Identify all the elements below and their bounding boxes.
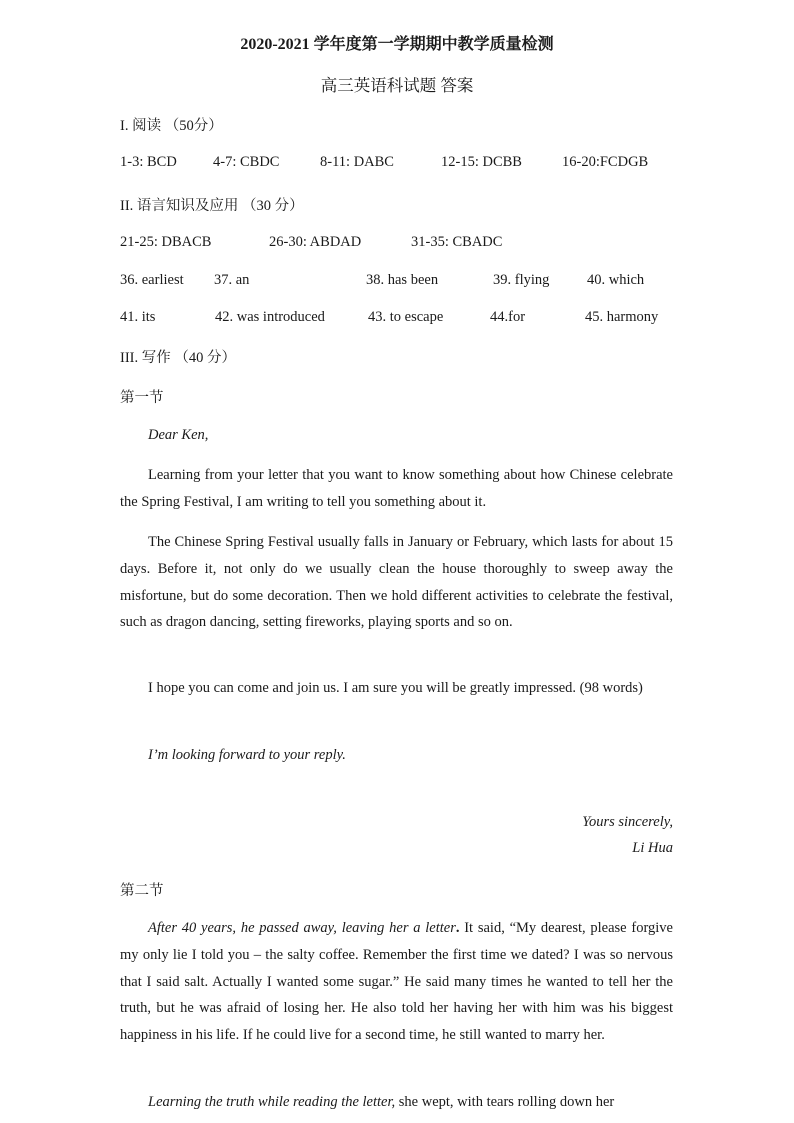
writing-part2-heading: 第二节: [120, 883, 164, 899]
answer-item: 1-3: BCD: [120, 154, 177, 170]
story-text: It said, “My dearest, please forgive my only lie I told you – the salty coffee. Remember the first time we dated? I was so nervous that I said salt. Actually I wanted some sugar.” He said many times he wanted to tell her the truth, but he was afraid of losing her. He also told her having her with him was his biggest happiness in his life. If he could live for a second time, he still wanted to marry her.: [120, 920, 673, 1044]
answer-item: 26-30: ABDAD: [269, 234, 362, 250]
letter-paragraph-2: The Chinese Spring Festival usually falls in January or February, which lasts for about 15 days. Before it, not only do we usually clean the house thoroughly to sweep away the misfortune, but do some decoration. Then we hold different activities to celebrate the festival, such as dragon dancing, setting fireworks, playing sports and so on.: [120, 534, 673, 631]
answer-item: 12-15: DCBB: [441, 154, 522, 170]
page-title: 2020-2021 学年度第一学期期中教学质量检测: [240, 36, 554, 53]
letter-greeting: Dear Ken,: [148, 427, 209, 443]
letter-paragraph-1: Learning from your letter that you want to know something about how Chinese celebrate the Spring Festival, I am writing to tell you something about it.: [120, 467, 673, 510]
answer-item: 40. which: [587, 272, 645, 288]
answer-item: 4-7: CBDC: [213, 154, 280, 170]
page-subtitle: 高三英语科试题 答案: [320, 76, 474, 95]
writing-part1-heading: 第一节: [120, 390, 164, 406]
reading-answers-row: [0, 154, 794, 174]
answer-item: 31-35: CBADC: [411, 234, 503, 250]
answer-item: 8-11: DABC: [320, 154, 394, 170]
answer-item: 36. earliest: [120, 272, 184, 288]
answer-item: 38. has been: [366, 272, 439, 288]
answer-item: 16-20:FCDGB: [562, 154, 649, 170]
fill-answers-row-1: [0, 272, 794, 292]
story-text: she wept, with tears rolling down her: [395, 1094, 615, 1110]
letter-signature: Li Hua: [632, 840, 673, 856]
story-lead-period: .: [455, 920, 460, 936]
letter-closing-line: I’m looking forward to your reply.: [148, 747, 346, 763]
section-reading-heading: I. 阅读 （50分）: [120, 118, 223, 134]
answer-item: 42. was introduced: [215, 309, 325, 325]
answer-item: 41. its: [120, 309, 156, 325]
language-answers-row: [0, 234, 794, 254]
story-paragraph-1: [120, 915, 673, 1049]
story-lead-phrase: Learning the truth while reading the letter,: [148, 1094, 396, 1110]
letter-signoff: Yours sincerely,: [582, 814, 673, 830]
section-language-heading: II. 语言知识及应用 （30 分）: [120, 198, 304, 214]
story-paragraph-2: [120, 1089, 673, 1116]
story-lead-phrase: After 40 years, he passed away, leaving her a letter: [148, 920, 456, 936]
section-writing-heading: III. 写作 （40 分）: [120, 350, 236, 366]
answer-item: 45. harmony: [585, 309, 659, 325]
answer-item: 39. flying: [493, 272, 550, 288]
fill-answers-row-2: [0, 309, 794, 329]
answer-item: 37. an: [214, 272, 250, 288]
answer-item: 44.for: [490, 309, 526, 325]
answer-item: 43. to escape: [368, 309, 444, 325]
letter-paragraph-3: I hope you can come and join us. I am sure you will be greatly impressed. (98 words): [148, 680, 643, 696]
answer-item: 21-25: DBACB: [120, 234, 212, 250]
